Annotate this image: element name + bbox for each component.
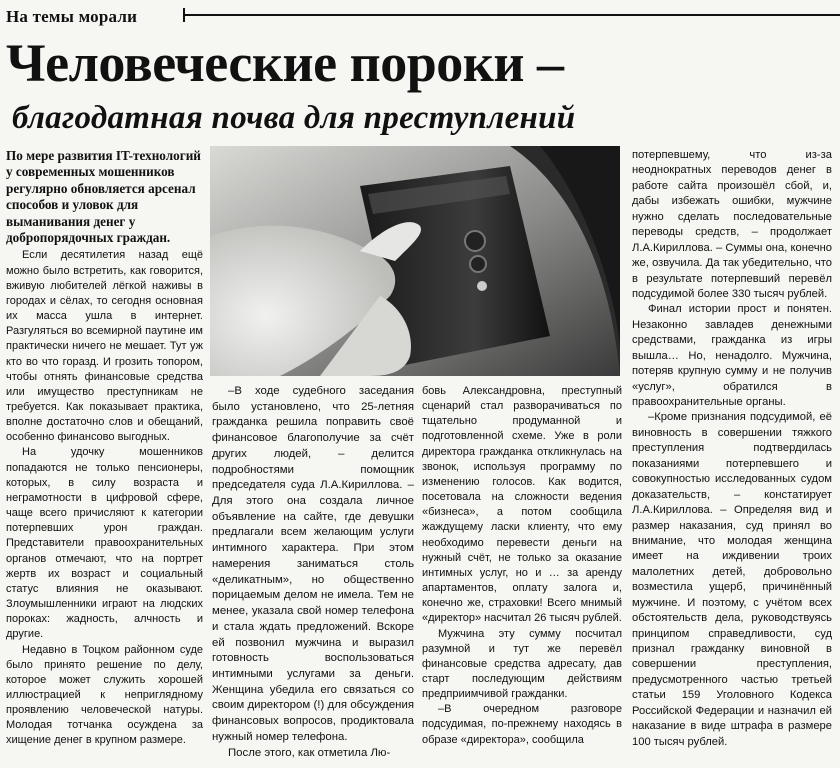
paragraph: На удочку мошенников попадаются не только пенсионеры, которых, в силу возраста и неграмотности в цифровой сфере, чаще всего причисляют к категории потерпевших урон граждан. Представители правоохранительных органов отмечают, что на портрет жертв их возраст и социальный статус влияния не оказывают. Злоумышленники играют на людских пороках: жадность, алчность и другие. xyxy=(6,446,203,641)
rubric-label: На темы морали xyxy=(6,7,138,26)
subheadline: благодатная почва для преступлений xyxy=(12,100,576,136)
article-column-4 xyxy=(632,148,832,750)
paragraph: –В очередном разговоре подсудимая, по-прежнему находясь в образе «директора», сообщила xyxy=(422,703,622,746)
article-photo xyxy=(210,146,620,376)
article-column-1 xyxy=(6,148,203,749)
hand-holding-smartphone-photo xyxy=(210,146,620,376)
paragraph: Если десятилетия назад ещё можно было встретить, как говорится, вживую любителей лёгкой наживы в городах и сёлах, то сегодня основная их масса ушла в интернет. Разгуляться во всемирной паутине им практически ничего не мешает. Тут уж кто во что горазд. И грозить топором, чтобы отнять финансовые средства или имущество преступникам не требуется. Как показывает практика, вполне достаточно слов и обещаний, особенно финансово выгодных. xyxy=(6,249,203,444)
paragraph: Финал истории прост и понятен. Незаконно завладев денежными средствами, гражданка из игры вышла… Но, ненадолго. Мужчина, потеряв крупную сумму и не получив «услуг», обратился в правоохранительные органы. xyxy=(632,303,832,408)
rubric-divider-line xyxy=(185,14,840,16)
rubric xyxy=(6,4,137,30)
paragraph: Мужчина эту сумму посчитал разумной и тут же перевёл финансовые средства адресату, дав старт последующим действиям предприимчивой гражданки. xyxy=(422,627,622,701)
paragraph: После этого, как отметила Лю- xyxy=(228,746,391,759)
paragraph: –Кроме признания подсудимой, её виновность в совершении тяжкого преступления подтвердилась показаниями потерпевшего и совокупностью исследованных судом доказательств, – констатирует Л.А.Кириллова. – Определяя вид и размер наказания, суд принял во внимание, что молодая женщина имеет на иждивении троих малолетних детей, добровольно возместила ущерб, причинённый мужчине. И поэтому, с учётом всех обстоятельств дела, руководствуясь принципом справедливости, суд признал гражданку виновной в совершении преступления, предусмотренного частью третьей статьи 159 Уголовного Кодекса Российской Федерации и назначил ей наказание в виде штрафа в размере 100 тысяч рублей. xyxy=(632,411,832,748)
article-column-2 xyxy=(212,384,414,761)
paragraph: Недавно в Тоцком районном суде было принято решение по делу, которое может служить хорошей иллюстрацией к неприглядному проявлению человеческой натуры. Молодая тотчанка осуждена за хищение денег в крупном размере. xyxy=(6,643,203,747)
article-column-3 xyxy=(422,384,622,748)
paragraph: бовь Александровна, преступный сценарий стал разворачиваться по тщательно продуманной и подготовленной схеме. Уже в роли директора гражданка откликнулась на звонок, используя программу по изменению голосов. Как водится, посетовала на сложности ведения «бизнеса», а потом сообщила жаждущему ласки клиенту, что ему необходимо перевести деньги на нужный счёт, не только за оказание интимных услуг, но и … за аренду апартаментов, оплату залога и, конечно же, страховки! Всего мнимый «директор» насчитал 26 тысяч рублей. xyxy=(422,385,622,625)
headline: Человеческие пороки – xyxy=(6,33,564,93)
lead-paragraph: По мере развития IT-технологий у современных мошенников регулярно обновляется арсенал способов и уловок для выманивания денег у добропорядочных граждан. xyxy=(6,148,201,246)
paragraph: потерпевшему, что из-за неоднократных переводов денег в работе сайта произошёл сбой, и, дабы избежать ошибки, мужчине нужно сделать последовательные переводы средств, – продолжает Л.А.Кириллова. – Суммы она, конечно же, озвучила. Да так убедительно, что в результате потерпевший перевёл подсудимой более 330 тысяч рублей. xyxy=(632,149,832,300)
paragraph: –В ходе судебного заседания было установлено, что 25-летняя гражданка решила поправить своё финансовое благополучие за счёт других людей, – делится подробностями помощник председателя суда Л.А.Кириллова. – Для этого она создала личное объявление на сайте, где девушки предлагали всем желающим услуги интимного характера. При этом намерения заниматься столь «деликатным», но общественно порицаемым делом не имела. Тем не менее, указала свой номер телефона и стала ждать предложений. Вскоре ей позвонил мужчина и выразил готовность воспользоваться интимными услугами за деньги. Женщина убедила его связаться со своим директором (!) для обсуждения финансовых вопросов, продиктовала нужный номер телефона. xyxy=(212,385,414,743)
